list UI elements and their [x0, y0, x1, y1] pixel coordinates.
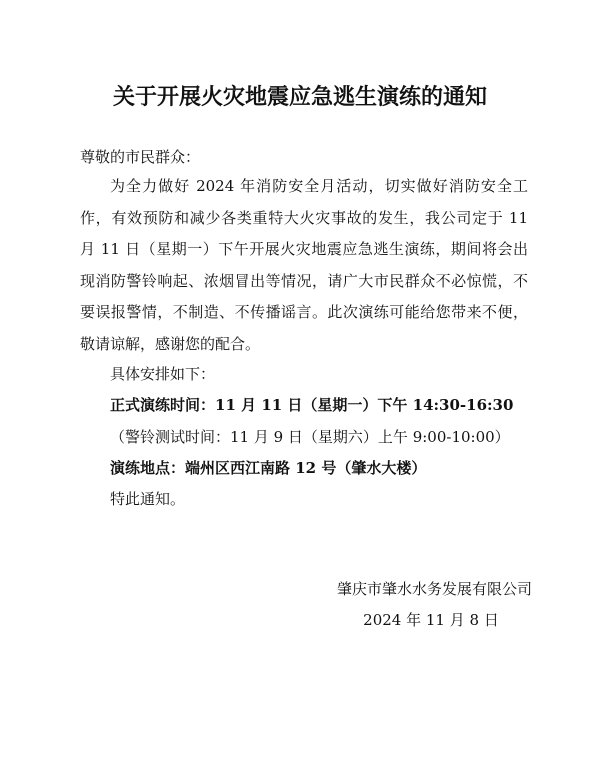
signature-organization: 肇庆市肇水水务发展有限公司: [336, 580, 532, 598]
arrangement-intro: 具体安排如下：: [110, 365, 216, 383]
signature-date: 2024 年 11 月 8 日: [363, 611, 499, 629]
body-paragraph: 为全力做好 2024 年消防安全月活动，切实做好消防安全工作，有效预防和减少各类重特大火灾事故的发生，我公司定于 11 月 11 日（星期一）下午开展火灾地震应急逃生演练，期间将会出现消防警铃响起、浓烟冒出等情况，请广大市民群众不必惊慌，不要误报警情，不制造、不传播谣言。此次演练可能给您带来不便，敬请谅解，感谢您的配合。: [80, 177, 528, 353]
official-drill-time: 正式演练时间：11 月 11 日（星期一）下午 14:30-16:30: [110, 396, 514, 414]
drill-location: 演练地点：端州区西江南路 12 号（肇水大楼）: [110, 459, 427, 477]
signature-block: [300, 574, 532, 636]
salutation: 尊敬的市民群众：: [80, 148, 201, 166]
document-title: 关于开展火灾地震应急逃生演练的通知: [112, 84, 487, 110]
closing-notice: 特此通知。: [110, 490, 186, 508]
alarm-test-time: （警铃测试时间：11 月 9 日（星期六）上午 9:00-10:00）: [110, 428, 510, 446]
